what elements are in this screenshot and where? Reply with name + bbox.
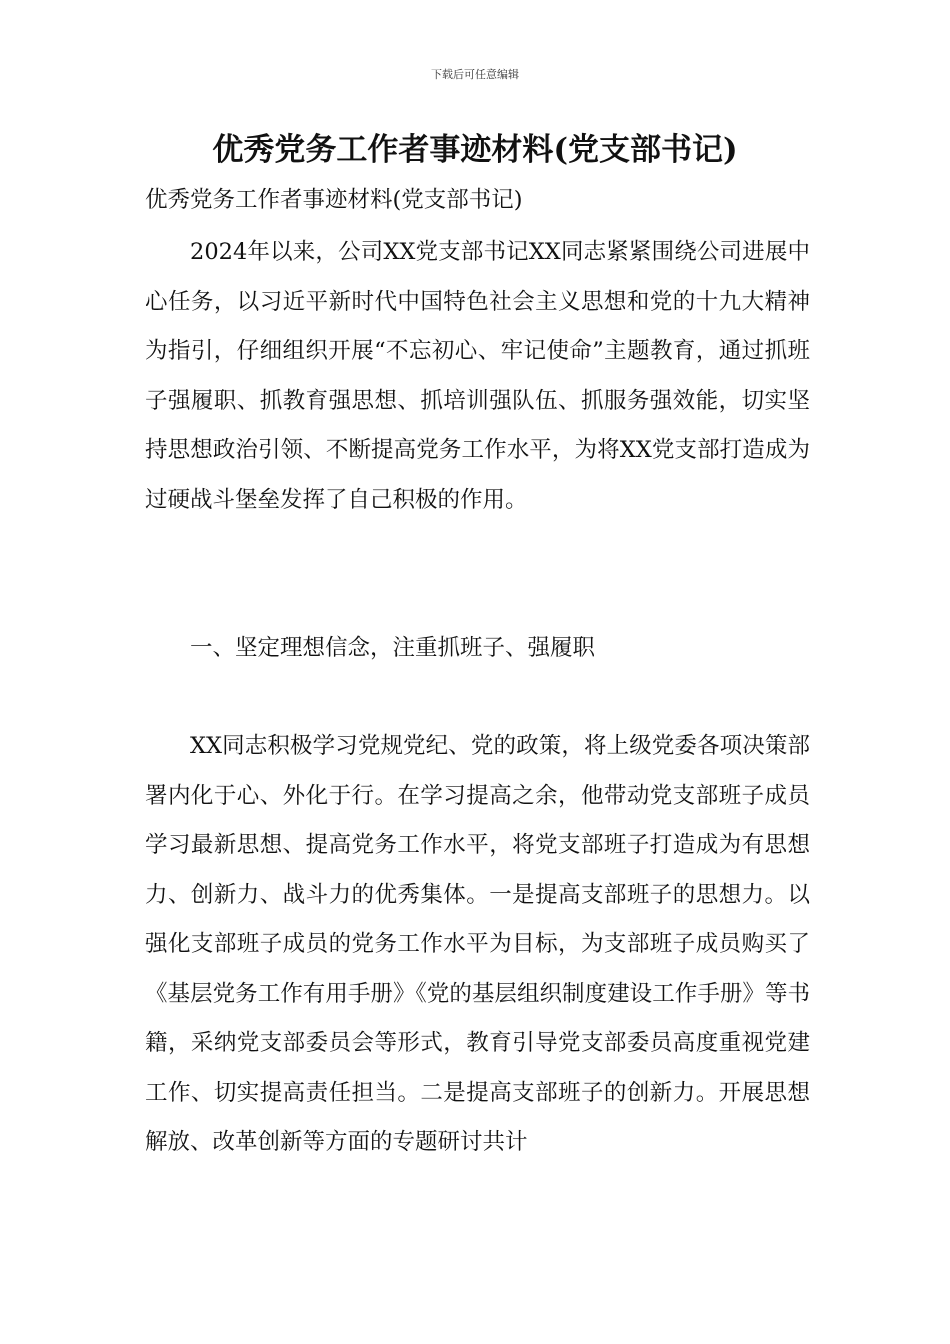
header-note: 下载后可任意编辑 bbox=[431, 68, 519, 81]
document-subtitle: 优秀党务工作者事迹材料(党支部书记) bbox=[145, 187, 523, 213]
paragraph-intro: 2024年以来，公司XX党支部书记XX同志紧紧围绕公司进展中心任务，以习近平新时代中国特色社会主义思想和党的十九大精神为指引，仔细组织开展“不忘初心、牢记使命”主题教育，通过抓班子强履职、抓教育强思想、抓培训强队伍、抓服务强效能，切实坚持思想政治引领、不断提高党务工作水平，为将XX党支部打造成为过硬战斗堡垒发挥了自己积极的作用。 bbox=[145, 239, 810, 513]
section-heading: 一、坚定理想信念，注重抓班子、强履职 bbox=[190, 635, 596, 661]
document-title: 优秀党务工作者事迹材料(党支部书记) bbox=[212, 132, 738, 168]
paragraph-body: XX同志积极学习党规党纪、党的政策，将上级党委各项决策部署内化于心、外化于行。在学习提高之余，他带动党支部班子成员学习最新思想、提高党务工作水平，将党支部班子打造成为有思想力、创新力、战斗力的优秀集体。一是提高支部班子的思想力。以强化支部班子成员的党务工作水平为目标，为支部班子成员购买了《基层党务工作有用手册》《党的基层组织制度建设工作手册》等书籍，采纳党支部委员会等形式，教育引导党支部委员高度重视党建工作、切实提高责任担当。二是提高支部班子的创新力。开展思想解放、改革创新等方面的专题研讨共计 bbox=[145, 733, 810, 1155]
